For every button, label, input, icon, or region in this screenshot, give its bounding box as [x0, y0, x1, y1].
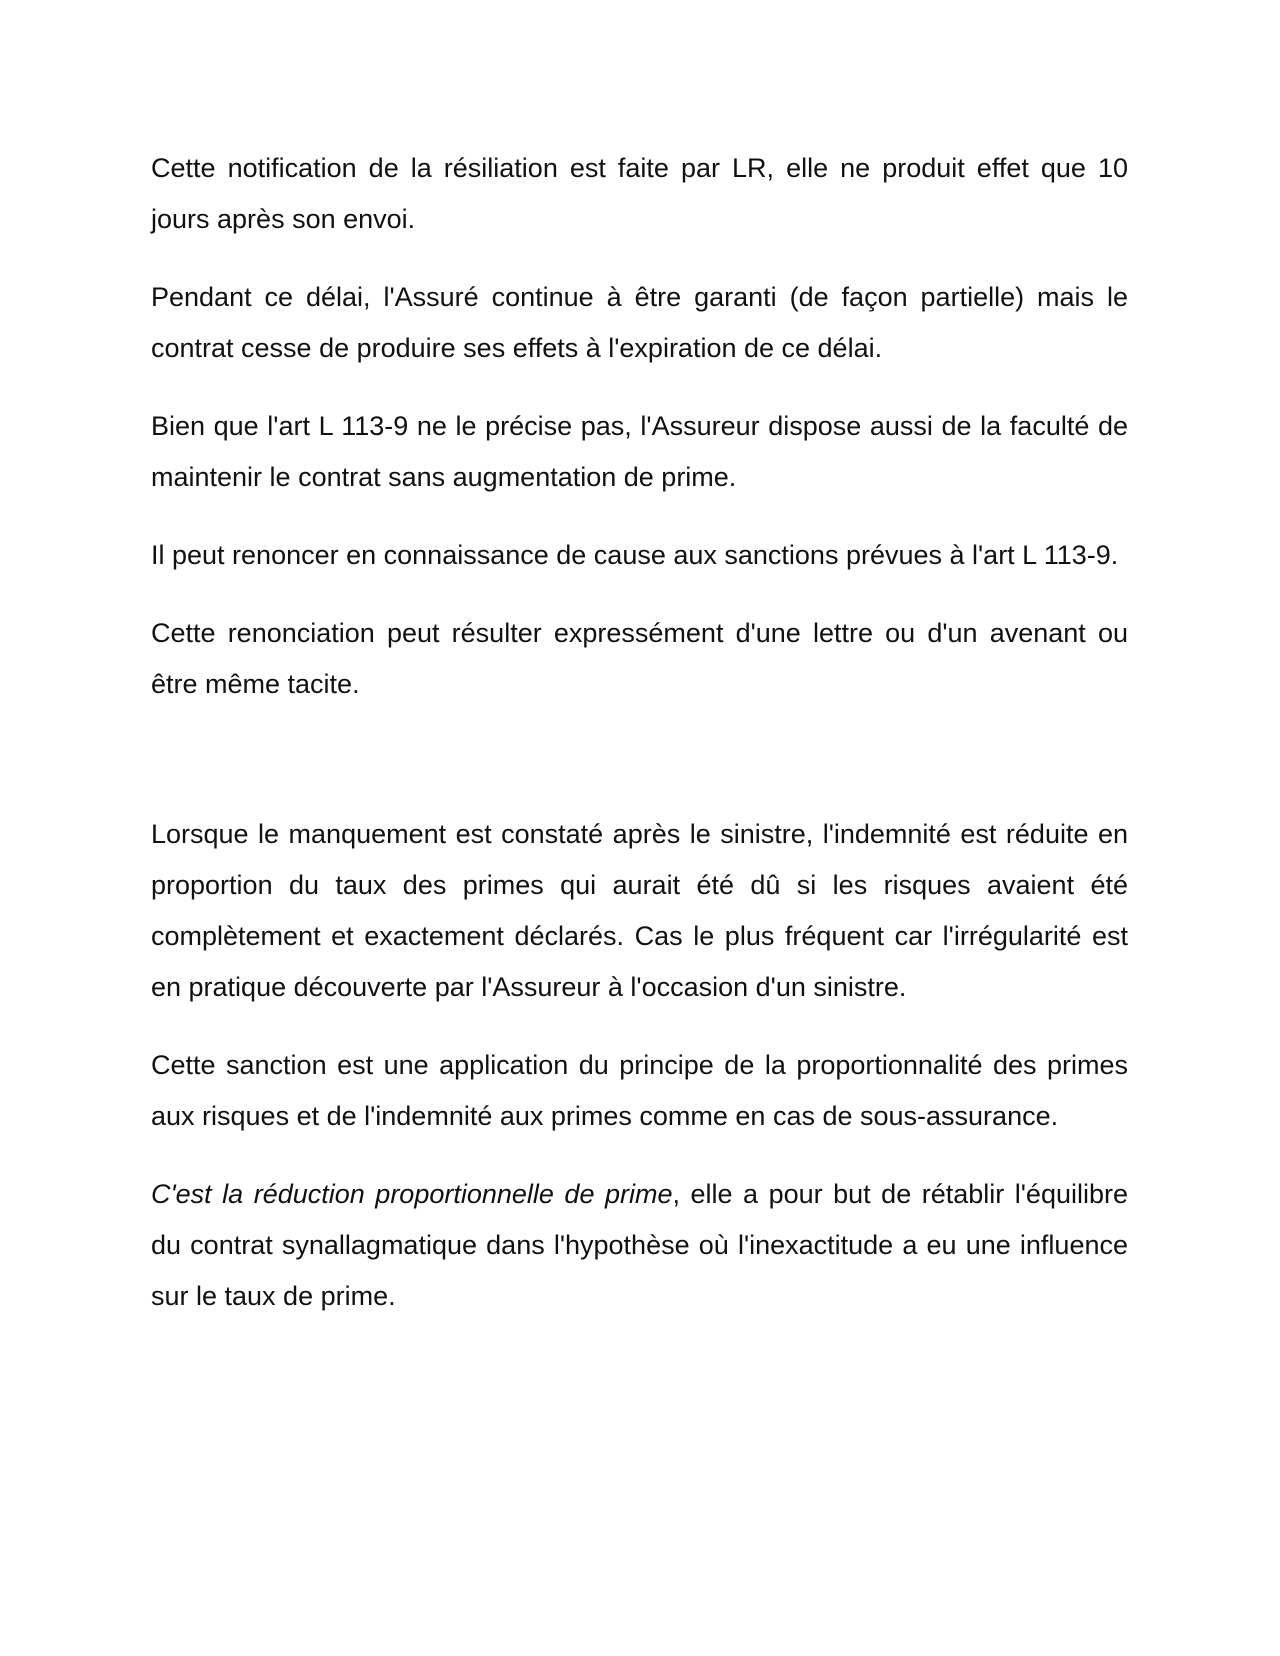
paragraph-renonciation-forme: Cette renonciation peut résulter expressément d'une lettre ou d'un avenant ou être même tacite. — [151, 618, 1128, 699]
paragraph-maintien-contrat: Bien que l'art L 113-9 ne le précise pas, l'Assureur dispose aussi de la faculté de maintenir le contrat sans augmentation de prime. — [151, 411, 1128, 492]
paragraph-proportionnalite: Cette sanction est une application du principe de la proportionnalité des primes aux risques et de l'indemnité aux primes comme en cas de sous-assurance. — [151, 1050, 1128, 1131]
paragraph-resiliation-notification: Cette notification de la résiliation est faite par LR, elle ne produit effet que 10 jours après son envoi. — [151, 153, 1128, 234]
italic-lead-text: C'est la réduction proportionnelle de prime — [151, 1179, 673, 1209]
paragraph-rest-text: , elle a pour but de rétablir l'équilibre du contrat synallagmatique dans l'hypothèse où l'inexactitude a eu une influence sur le taux de prime. — [151, 1179, 1128, 1311]
paragraph-delai-garantie: Pendant ce délai, l'Assuré continue à être garanti (de façon partielle) mais le contrat cesse de produire ses effets à l'expiration de ce délai. — [151, 282, 1128, 363]
paragraph-reduction-proportionnelle — [151, 1169, 1128, 1322]
document-body — [151, 143, 1128, 1349]
paragraph-renonciation-sanctions: Il peut renoncer en connaissance de cause aux sanctions prévues à l'art L 113-9. — [151, 540, 1119, 570]
paragraph-apres-sinistre: Lorsque le manquement est constaté après le sinistre, l'indemnité est réduite en proportion du taux des primes qui aurait été dû si les risques avaient été complètement et exactement déclarés. Cas le plus fréquent car l'irrégularité est en pratique découverte par l'Assureur à l'occasion d'un sinistre. — [151, 819, 1128, 1002]
